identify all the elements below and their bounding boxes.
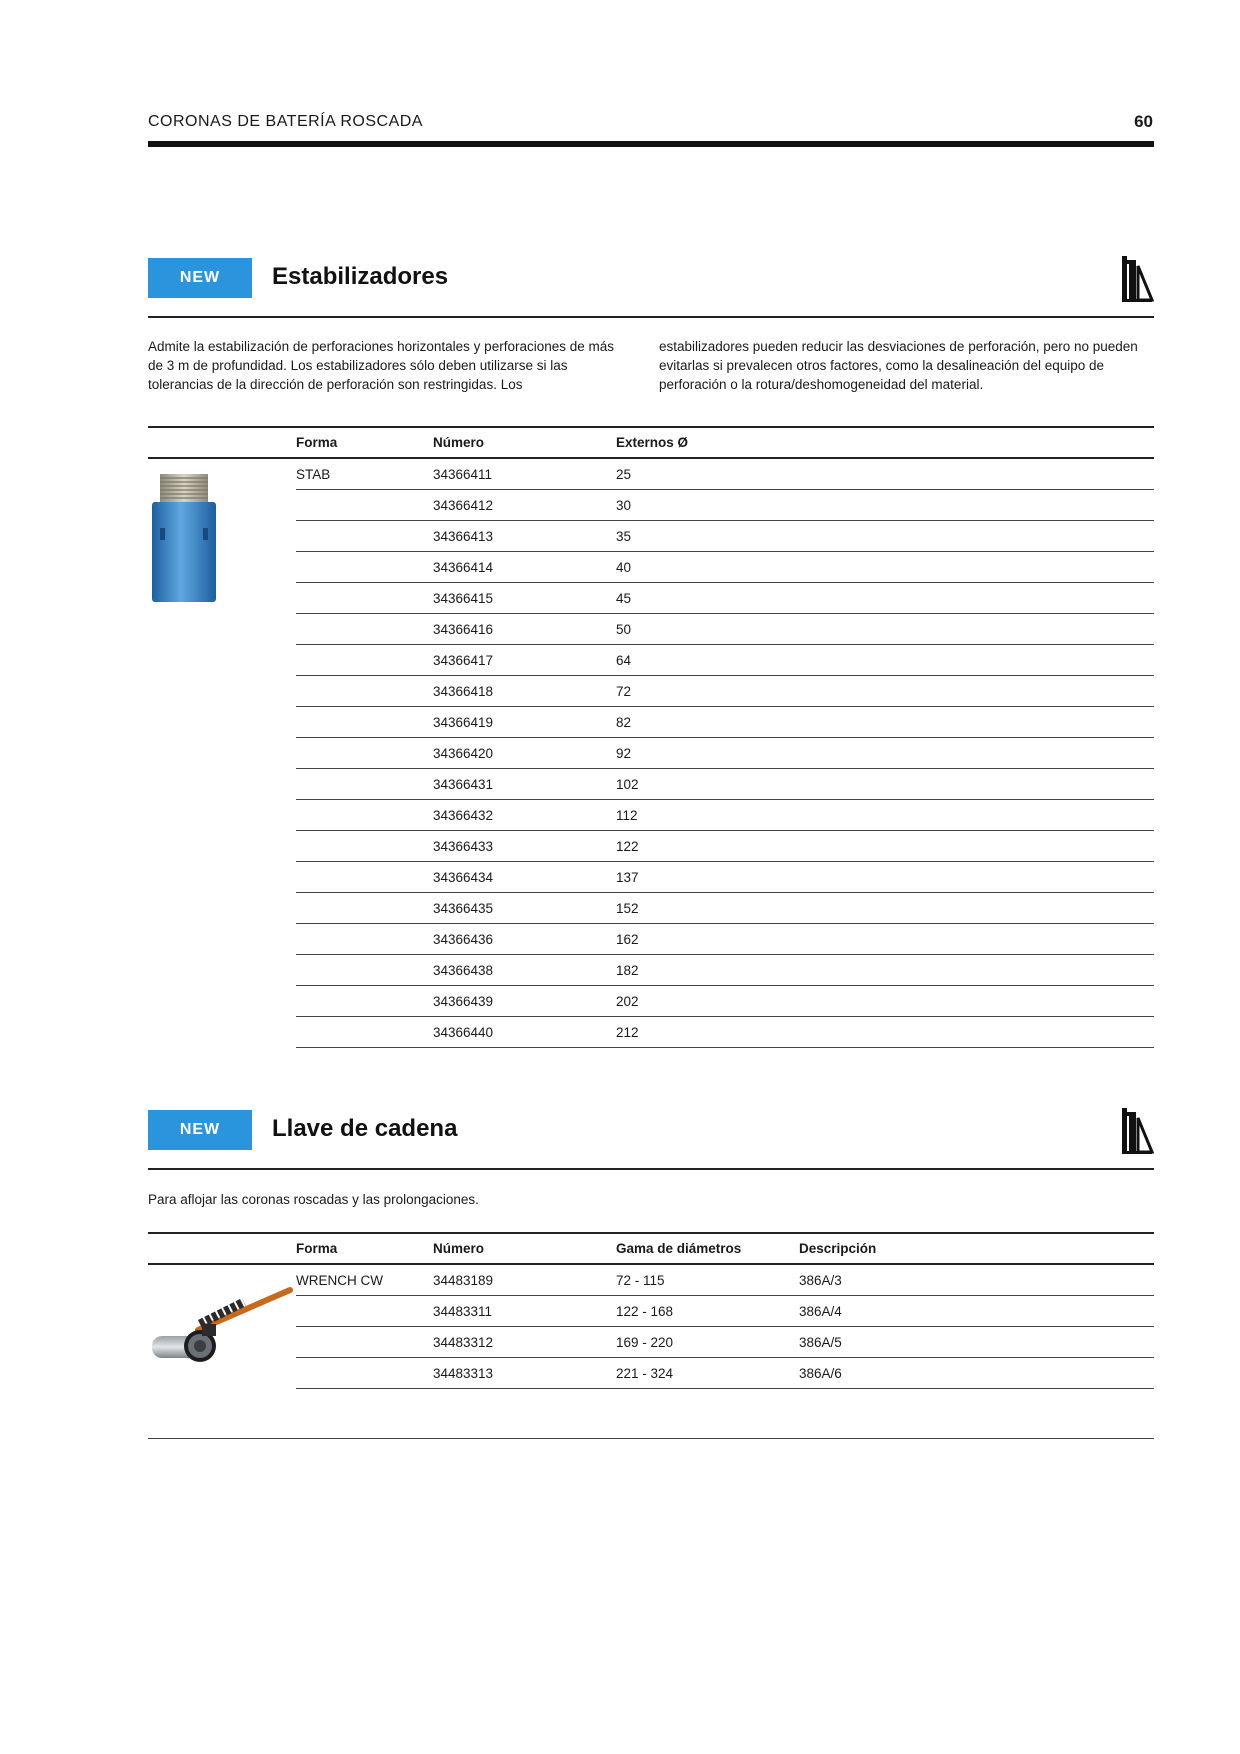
table-cell: 92 [616,738,1154,769]
table-cell: 34366436 [433,924,616,955]
table-end-rule [148,1438,1154,1439]
table-cell: 386A/3 [799,1264,1154,1296]
table-cell: 64 [616,645,1154,676]
column-header: Gama de diámetros [616,1233,799,1264]
image-cell [148,521,296,552]
section-header-estabilizadores [148,258,1154,318]
image-cell [148,738,296,769]
table-cell [296,831,433,862]
image-cell [148,1264,296,1296]
table-cell [296,738,433,769]
table-cell: 50 [616,614,1154,645]
description-right: estabilizadores pueden reducir las desviaciones de perforación, pero no pueden evitarlas si prevalecen otros factores, como la desalineación del equipo de perforación o la rotura/deshomogeneidad del material. [659,339,1138,392]
table-cell: 34366420 [433,738,616,769]
image-cell [148,458,296,490]
table-cell: 34366438 [433,955,616,986]
new-badge: NEW [148,1110,252,1150]
table-cell: 122 - 168 [616,1296,799,1327]
table-cell: 82 [616,707,1154,738]
table-row [148,1264,1154,1296]
table-cell: 34366414 [433,552,616,583]
section-title: Estabilizadores [272,263,449,290]
image-cell [148,707,296,738]
table-cell: 34483189 [433,1264,616,1296]
section-header-llave-de-cadena [148,1110,1154,1170]
new-badge: NEW [148,258,252,298]
table-cell: 40 [616,552,1154,583]
table-cell: 34366434 [433,862,616,893]
section-title: Llave de cadena [272,1115,458,1142]
document-header-title: CORONAS DE BATERÍA ROSCADA [148,113,423,130]
table-cell: 182 [616,955,1154,986]
table-cell [296,1017,433,1048]
table-cell: 34366439 [433,986,616,1017]
table-cell: 102 [616,769,1154,800]
table-cell [296,893,433,924]
table-row [148,490,1154,521]
table-row [148,831,1154,862]
image-cell [148,614,296,645]
table-cell [296,800,433,831]
table-cell: 45 [616,583,1154,614]
image-cell [148,924,296,955]
header-rule [148,141,1154,147]
table-header-row [148,1233,1154,1264]
table-cell: 34483311 [433,1296,616,1327]
table-row [148,458,1154,490]
table-cell [296,924,433,955]
table-cell [296,614,433,645]
column-header: Forma [296,427,433,458]
table-row [148,738,1154,769]
table-cell: 34366412 [433,490,616,521]
table-cell: 34366418 [433,676,616,707]
image-cell [148,893,296,924]
table-row [148,893,1154,924]
table-cell [296,862,433,893]
table-cell: 386A/5 [799,1327,1154,1358]
column-header: Externos Ø [616,427,1154,458]
table-cell: 72 [616,676,1154,707]
table-row [148,552,1154,583]
section-rule [148,1168,1154,1170]
table-row [148,707,1154,738]
image-cell [148,986,296,1017]
table-cell: 34366413 [433,521,616,552]
table-cell: 202 [616,986,1154,1017]
table-cell: 137 [616,862,1154,893]
table-cell: 34366435 [433,893,616,924]
table-cell [296,552,433,583]
table-row [148,614,1154,645]
core-drill-rig-icon [1120,254,1154,304]
table-cell: 152 [616,893,1154,924]
table-row [148,986,1154,1017]
table-cell: 34366417 [433,645,616,676]
table-cell: 386A/6 [799,1358,1154,1389]
table-cell: 221 - 324 [616,1358,799,1389]
table-row [148,521,1154,552]
table-cell: 34483312 [433,1327,616,1358]
image-cell [148,769,296,800]
table-row [148,645,1154,676]
table-row [148,769,1154,800]
image-cell [148,645,296,676]
table-cell: 112 [616,800,1154,831]
table-row [148,1017,1154,1048]
image-cell [148,1296,296,1327]
table-cell: 35 [616,521,1154,552]
table-cell [296,583,433,614]
table-cell [296,707,433,738]
table-row [148,800,1154,831]
table-cell [296,1358,433,1389]
table-cell [296,645,433,676]
table-cell: 34366411 [433,458,616,490]
table-cell: 34366431 [433,769,616,800]
image-cell [148,676,296,707]
image-cell [148,1327,296,1358]
table-cell: 34366416 [433,614,616,645]
description: Para aflojar las coronas roscadas y las prolongaciones. [148,1192,479,1207]
column-header: Número [433,1233,616,1264]
table-cell [296,1327,433,1358]
table-cell [296,521,433,552]
table-cell: STAB [296,458,433,490]
column-header: Descripción [799,1233,1154,1264]
table-cell: 30 [616,490,1154,521]
table-cell: 25 [616,458,1154,490]
description-left: Admite la estabilización de perforaciones horizontales y perforaciones de más de 3 m de profundidad. Los estabilizadores sólo deben utilizarse si las tolerancias de la dirección de perforación son restringidas. Los [148,339,615,392]
table-cell: 212 [616,1017,1154,1048]
table-row [148,583,1154,614]
image-cell [148,955,296,986]
image-cell [148,1358,296,1389]
table-cell [296,676,433,707]
table-row [148,955,1154,986]
table-cell: 72 - 115 [616,1264,799,1296]
image-cell [148,800,296,831]
table-cell: 162 [616,924,1154,955]
table-cell: 34366415 [433,583,616,614]
core-drill-rig-icon [1120,1106,1154,1156]
table-cell [296,769,433,800]
table-cell [296,955,433,986]
image-cell [148,862,296,893]
table-cell [296,490,433,521]
section-rule [148,316,1154,318]
page-number: 60 [1134,112,1153,131]
image-cell [148,552,296,583]
image-cell [148,1017,296,1048]
table-cell: 34366433 [433,831,616,862]
stabilizer-table [148,426,1154,1048]
table-cell [296,1296,433,1327]
image-cell [148,583,296,614]
table-cell: 34483313 [433,1358,616,1389]
table-header-row [148,427,1154,458]
table-cell: 169 - 220 [616,1327,799,1358]
table-cell: WRENCH CW [296,1264,433,1296]
table-row [148,1358,1154,1389]
image-cell [148,831,296,862]
table-row [148,1296,1154,1327]
table-row [148,676,1154,707]
table-cell: 386A/4 [799,1296,1154,1327]
column-header: Forma [296,1233,433,1264]
table-row [148,862,1154,893]
column-header: Número [433,427,616,458]
image-cell [148,490,296,521]
table-cell: 34366432 [433,800,616,831]
table-cell: 34366440 [433,1017,616,1048]
table-row [148,924,1154,955]
table-row [148,1327,1154,1358]
chain-wrench-table [148,1232,1154,1389]
table-cell: 34366419 [433,707,616,738]
table-cell: 122 [616,831,1154,862]
table-cell [296,986,433,1017]
